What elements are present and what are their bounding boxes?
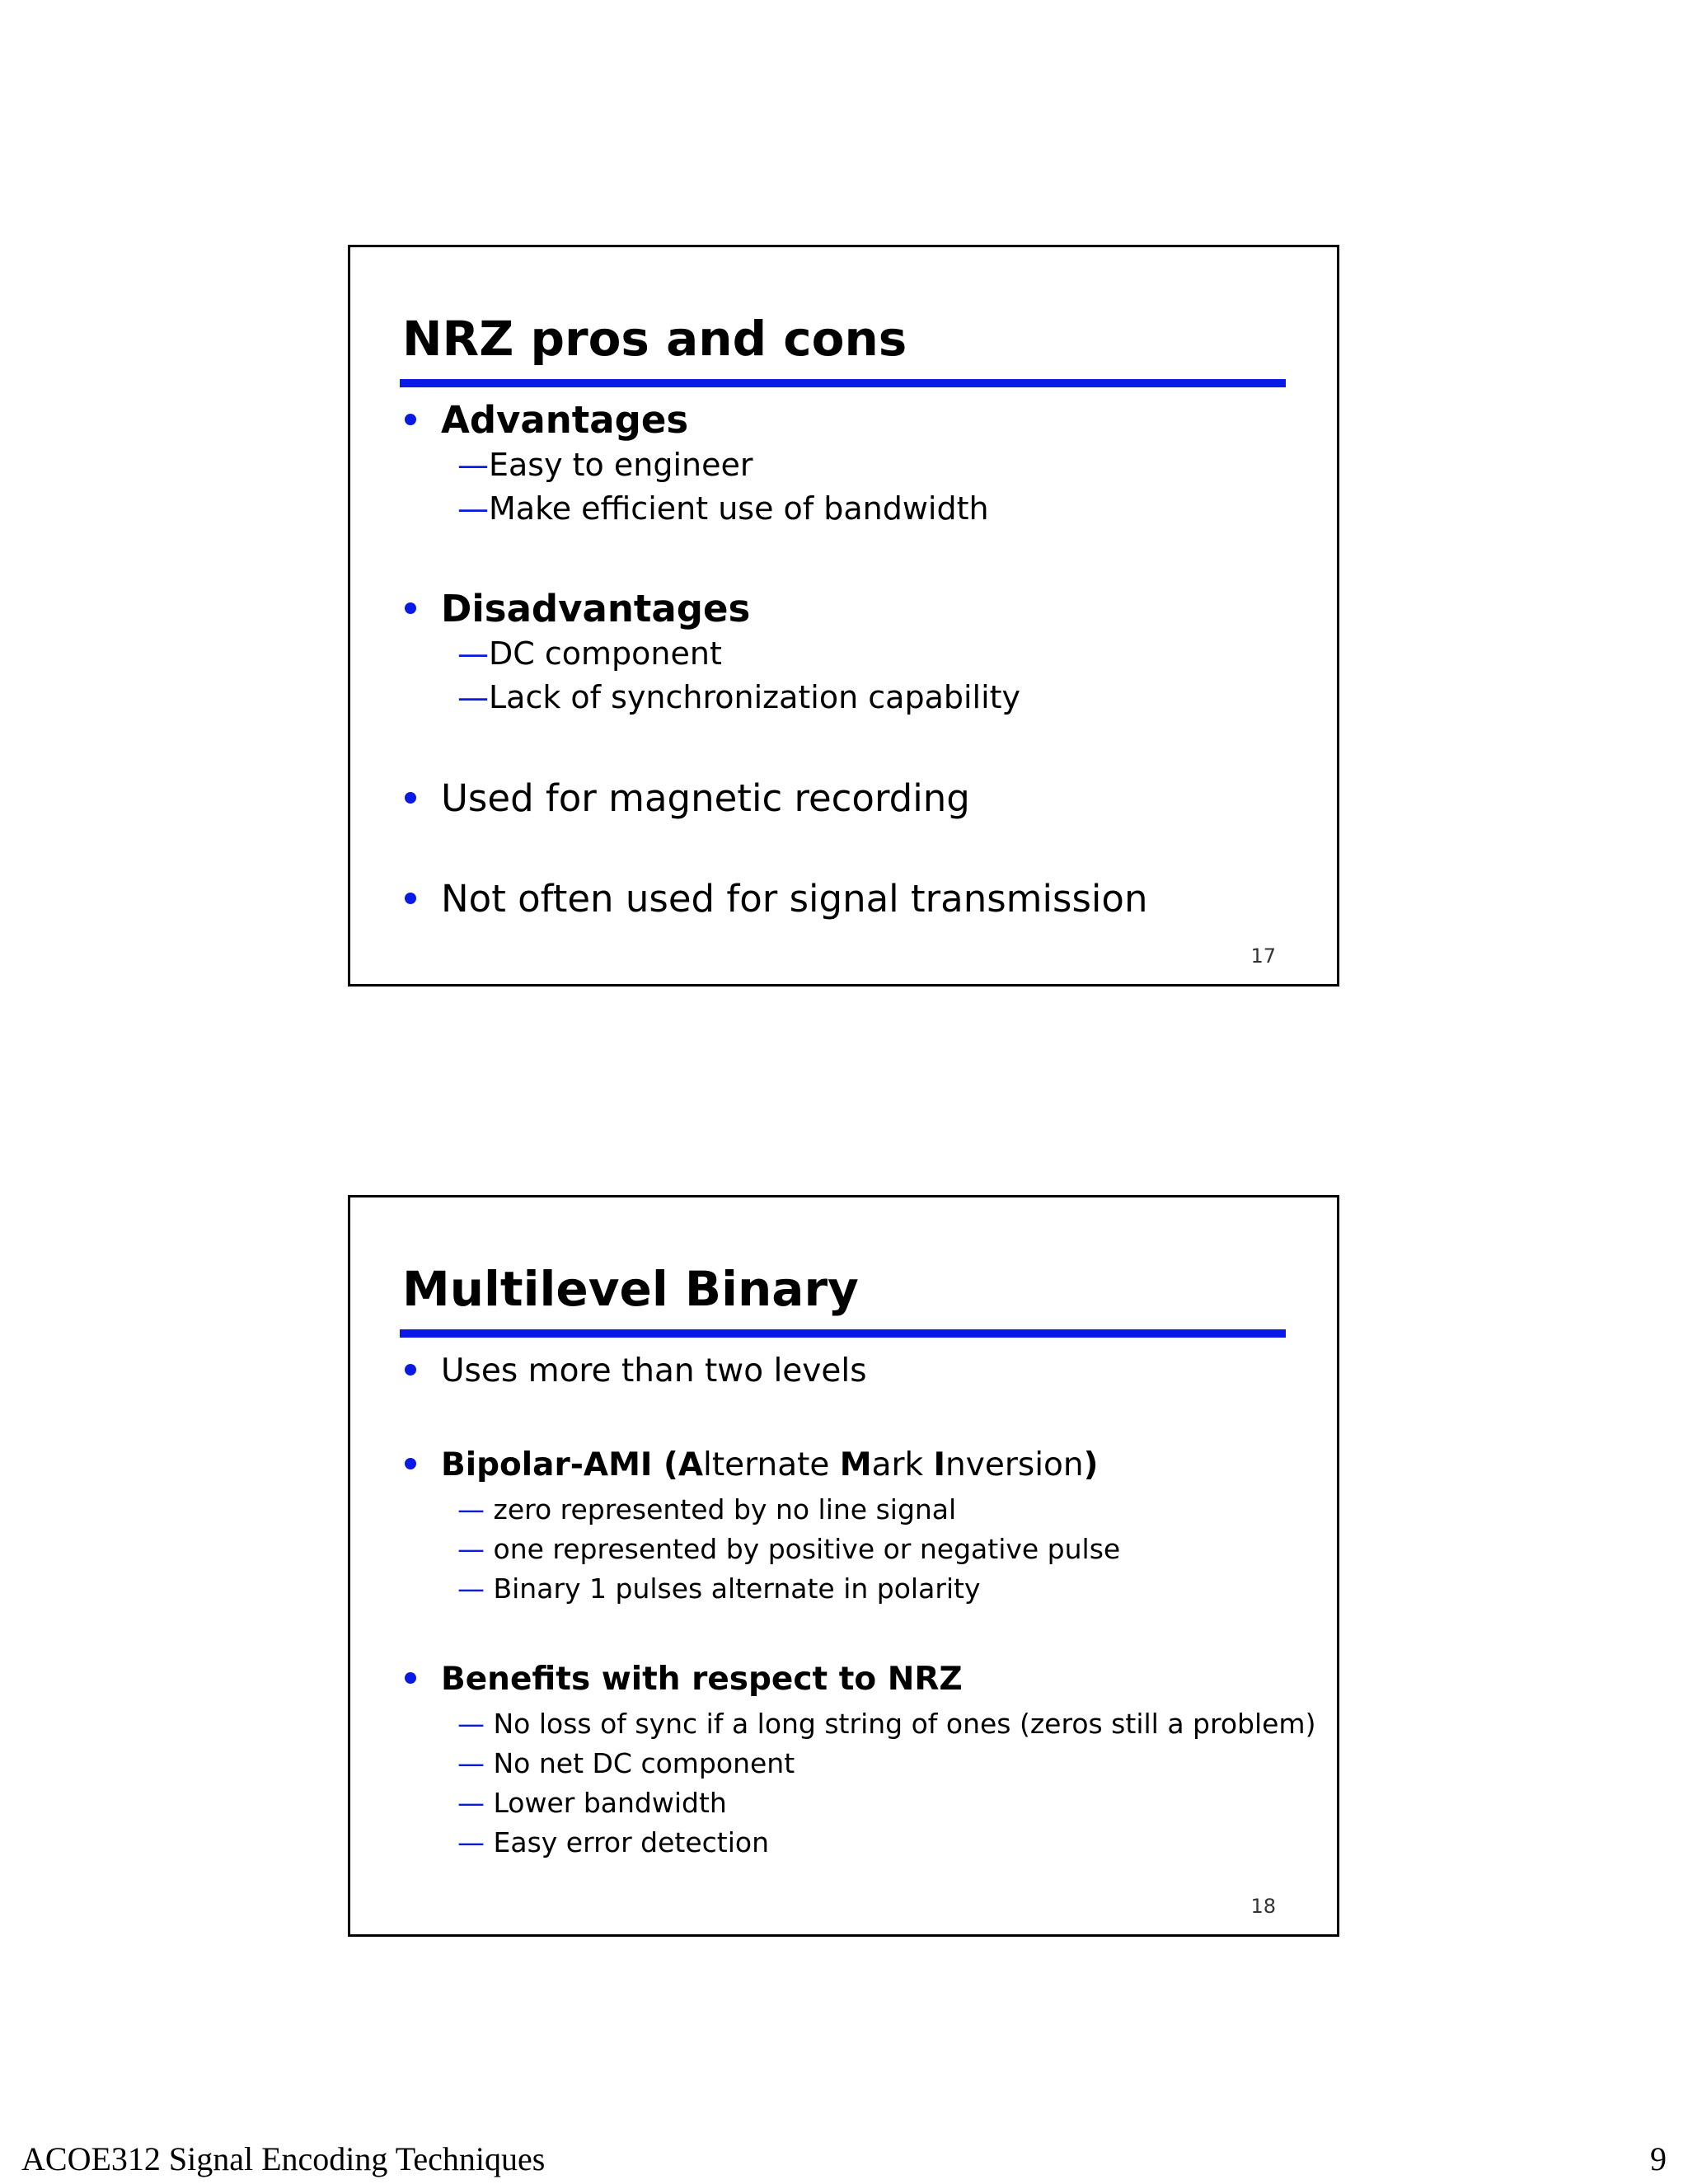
- bullet-magnetic-recording: [405, 776, 970, 820]
- bullet-label: Not often used for signal transmission: [441, 877, 1148, 921]
- sub-item: [457, 1826, 770, 1858]
- label-part: ark: [871, 1446, 934, 1483]
- sub-item: [457, 1708, 1316, 1740]
- bullet-dot-icon: [405, 1364, 416, 1376]
- sub-item-text: Make efficient use of bandwidth: [489, 490, 989, 527]
- sub-item-text: zero represented by no line signal: [493, 1493, 957, 1526]
- sub-item-text: DC component: [489, 635, 722, 672]
- dash-icon: —: [457, 490, 489, 527]
- bullet-dot-icon: [405, 893, 416, 904]
- slide-title: NRZ pros and cons: [402, 311, 907, 367]
- bullet-label: Disadvantages: [441, 587, 751, 630]
- sub-item: [457, 490, 989, 527]
- sub-item-text: Lack of synchronization capability: [489, 679, 1021, 715]
- label-part: nversion: [945, 1446, 1084, 1483]
- label-part: A: [678, 1446, 704, 1483]
- bullet-dot-icon: [405, 602, 416, 614]
- label-part: ): [1083, 1446, 1099, 1483]
- bullet-advantages: [405, 398, 689, 442]
- sub-item: [457, 1572, 981, 1605]
- sub-item-text: Easy error detection: [493, 1826, 770, 1858]
- title-underline: [400, 379, 1286, 387]
- dash-icon: —: [457, 447, 489, 483]
- bullet-label: Benefits with respect to NRZ: [441, 1661, 963, 1698]
- title-underline: [400, 1329, 1286, 1338]
- slide-page-number: 17: [1250, 944, 1276, 968]
- bullet-dot-icon: [405, 1672, 416, 1684]
- dash-icon: —: [457, 679, 489, 715]
- label-part: I: [933, 1446, 946, 1483]
- bullet-label: Used for magnetic recording: [441, 776, 970, 820]
- bullet-dot-icon: [405, 414, 416, 425]
- bullet-disadvantages: [405, 587, 751, 630]
- sub-item: [457, 447, 753, 483]
- sub-item: [457, 635, 722, 672]
- sub-item-text: No net DC component: [493, 1747, 795, 1779]
- slide-multilevel-binary: [348, 1195, 1339, 1937]
- slide-page-number: 18: [1250, 1895, 1276, 1918]
- bullet-dot-icon: [405, 792, 416, 804]
- page-footer-number: 9: [1650, 2140, 1667, 2177]
- dash-icon: —: [457, 635, 489, 672]
- sub-item: [457, 1787, 727, 1819]
- bullet-benefits: [405, 1661, 963, 1698]
- dash-icon: —: [457, 1533, 494, 1565]
- dash-icon: —: [457, 1826, 494, 1858]
- slide-title: Multilevel Binary: [402, 1261, 859, 1317]
- dash-icon: —: [457, 1708, 494, 1740]
- dash-icon: —: [457, 1787, 494, 1819]
- bullet-label: Advantages: [441, 398, 689, 442]
- label-part: Bipolar-AMI (: [441, 1446, 678, 1483]
- sub-item-text: Binary 1 pulses alternate in polarity: [493, 1572, 981, 1605]
- slide-nrz-pros-cons: [348, 245, 1339, 987]
- sub-item-text: Lower bandwidth: [493, 1787, 727, 1819]
- sub-item: [457, 1747, 795, 1779]
- sub-item: [457, 679, 1021, 715]
- label-part: M: [839, 1446, 872, 1483]
- sub-item-text: No loss of sync if a long string of ones (zeros still a problem): [493, 1708, 1316, 1740]
- bullet-bipolar-ami: [405, 1446, 1099, 1483]
- dash-icon: —: [457, 1493, 494, 1526]
- dash-icon: —: [457, 1572, 494, 1605]
- sub-item-text: one represented by positive or negative pulse: [493, 1533, 1121, 1565]
- page-footer-title: ACOE312 Signal Encoding Techniques: [21, 2140, 546, 2177]
- sub-item-text: Easy to engineer: [489, 447, 753, 483]
- bullet-signal-transmission: [405, 877, 1148, 921]
- sub-item: [457, 1535, 1120, 1563]
- sub-item: [457, 1493, 957, 1526]
- bullet-dot-icon: [405, 1458, 416, 1469]
- bullet-more-levels: [405, 1352, 867, 1390]
- bullet-label: Uses more than two levels: [441, 1352, 867, 1390]
- label-part: lternate: [703, 1446, 840, 1483]
- dash-icon: —: [457, 1747, 494, 1779]
